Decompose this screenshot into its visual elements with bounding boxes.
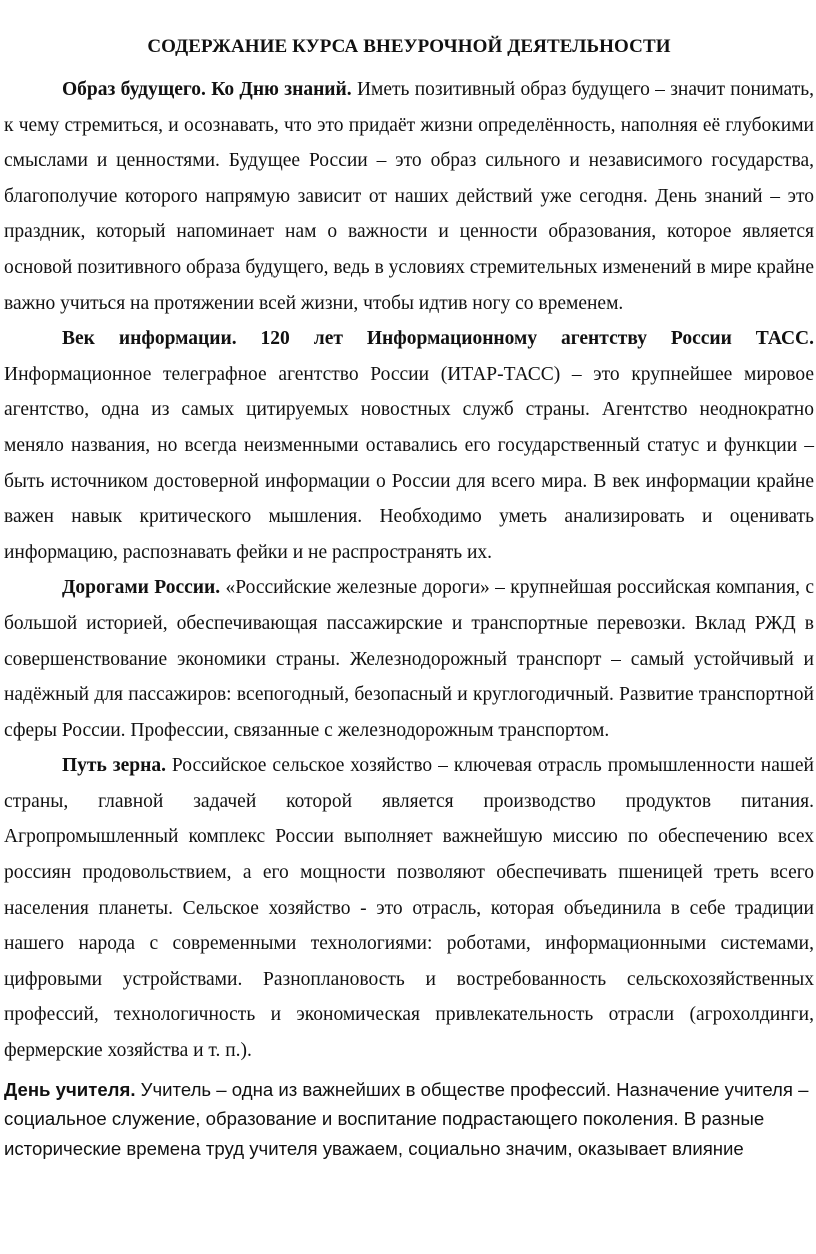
section-information-age [4,321,814,570]
section-body: Учитель – одна из важнейших в обществе профессий. Назначение учителя – социальное служение, образование и воспитание подрастающего поколения. В разные исторические времена труд учителя уважаем, социально значим, оказывает влияние [4,1078,809,1159]
section-roads-of-russia [4,570,814,748]
section-body: «Российские железные дороги» – крупнейшая российская компания, с большой историей, обеспечивающая пассажирские и транспортные перевозки. Вклад РЖД в совершенствование экономики страны. Железнодорожный транспорт – самый устойчивый и надёжный для пассажиров: всепогодный, безопасный и круглогодичный. Развитие транспортной сферы России. Профессии, связанные с железнодорожным транспортом. [4,577,815,741]
section-body: Российское сельское хозяйство – ключевая отрасль промышленности нашей страны, главной задачей которой является производство продуктов питания. Агропромышленный комплекс России выполняет важнейшую миссию по обеспечению всех россиян продовольствием, а его мощности позволяют обеспечивать пшеницей треть всего населения планеты. Сельское хозяйство - это отрасль, которая объединила в себе традиции нашего народа с современными технологиями: роботами, информационными системами, цифровыми устройствами. Разноплановость и востребованность сельскохозяйственных профессий, технологичность и экономическая привлекательность отрасли (агрохолдинги, фермерские хозяйства и т. п.). [4,755,814,1062]
section-teacher-day [4,1075,814,1164]
section-body: Информационное телеграфное агентство России (ИТАР-ТАСС) – это крупнейшее мировое агентство, одна из самых цитируемых новостных служб страны. Агентство неоднократно меняло названия, но всегда неизменными оставались его государственный статус и функции – быть источником достоверной информации о России для всего мира. В век информации крайне важен навык критического мышления. Необходимо уметь анализировать и оценивать информацию, распознавать фейки и не распространять их. [4,363,814,563]
section-heading: Дорогами России. [62,577,221,599]
section-heading: День учителя. [4,1078,136,1100]
section-future-image [4,72,814,321]
section-body: Иметь позитивный образ будущего – значит понимать, к чему стремиться, и осознавать, что это придаёт жизни определённость, наполняя её глубокими смыслами и ценностями. Будущее России – это образ сильного и независимого государства, благополучие которого напрямую зависит от наших действий уже сегодня. День знаний – это праздник, который напоминает нам о важности и ценности образования, которое является основой позитивного образа будущего, ведь в условиях стремительных изменений в мире крайне важно учиться на протяжении всей жизни, чтобы идтив ногу со временем. [4,79,815,314]
document-title: СОДЕРЖАНИЕ КУРСА ВНЕУРОЧНОЙ ДЕЯТЕЛЬНОСТИ [147,36,671,57]
section-heading: Путь зерна. [62,755,166,777]
section-grain-path [4,748,814,1068]
section-heading: Образ будущего. Ко Дню знаний. [62,79,352,100]
section-heading: Век информации. 120 лет Информационному агентству России ТАСС. [62,328,814,350]
